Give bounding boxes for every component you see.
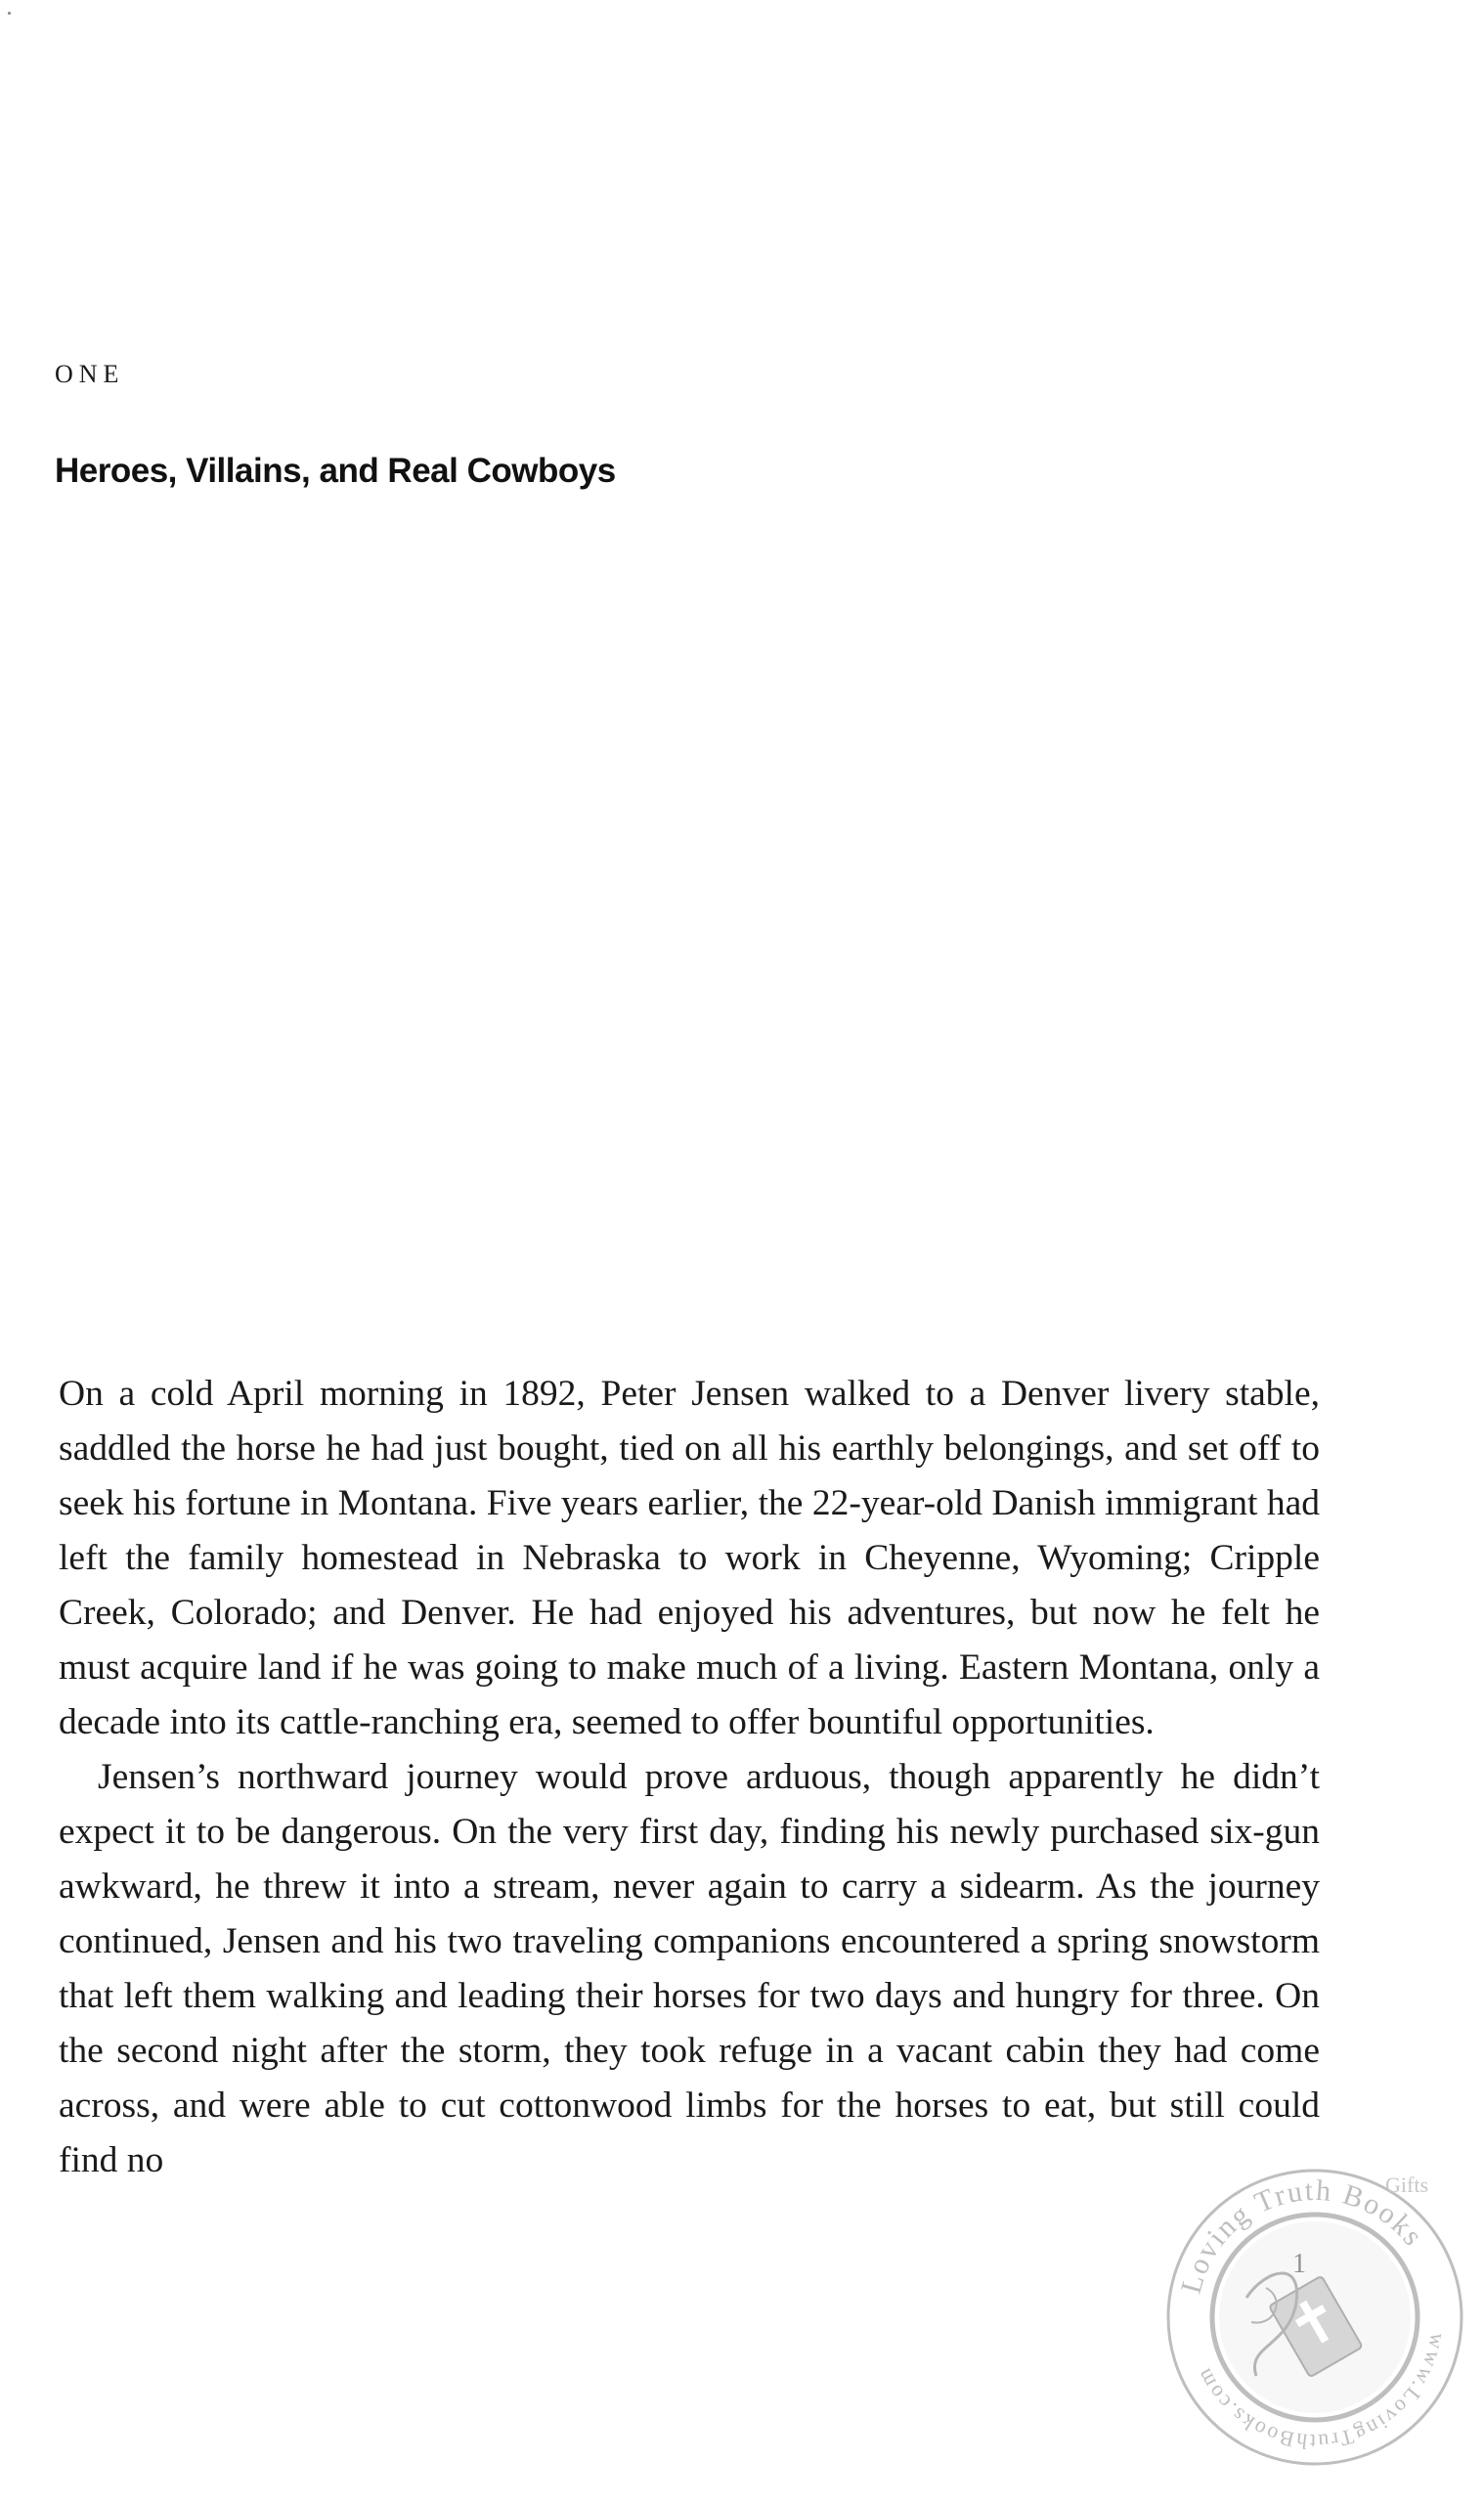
chapter-title: Heroes, Villains, and Real Cowboys bbox=[55, 452, 616, 490]
bookstore-seal-watermark bbox=[1158, 2151, 1471, 2483]
svg-text:Loving Truth Books: Loving Truth Books bbox=[1174, 2174, 1430, 2298]
paragraph-1: On a cold April morning in 1892, Peter Jensen walked to a Denver livery stable, saddled the horse he had just bought, tied on all his earthly belongings, and set off to seek his fortune in Montana. Five years earlier, the 22-year-old Danish immigrant had left the family homestead in Nebraska to work in Cheyenne, Wyoming; Cripple Creek, Colorado; and Denver. He had enjoyed his adventures, but now he felt he must acquire land if he was going to make much of a living. Eastern Montana, only a decade into its cattle-ranching era, seemed to offer bountiful opportunities. bbox=[59, 1374, 1320, 1742]
chapter-body bbox=[59, 1367, 1320, 2188]
paragraph-2: Jensen’s northward journey would prove arduous, though apparently he didn’t expect it to be dangerous. On the very first day, finding his newly purchased six-gun awkward, he threw it into a stream, never again to carry a sidearm. As the journey continued, Jensen and his two traveling companions encountered a spring snowstorm that left them walking and leading their horses for two days and hungry for three. On the second night after the storm, they took refuge in a vacant cabin they had come across, and were able to cut cottonwood limbs for the horses to eat, but still could find no bbox=[59, 1757, 1320, 2180]
chapter-label: ONE bbox=[55, 360, 125, 388]
scan-speck bbox=[8, 12, 11, 15]
svg-text:www.LovingTruthBooks.com: www.LovingTruthBooks.com bbox=[1190, 2331, 1451, 2455]
svg-text:Gifts: Gifts bbox=[1385, 2173, 1428, 2197]
